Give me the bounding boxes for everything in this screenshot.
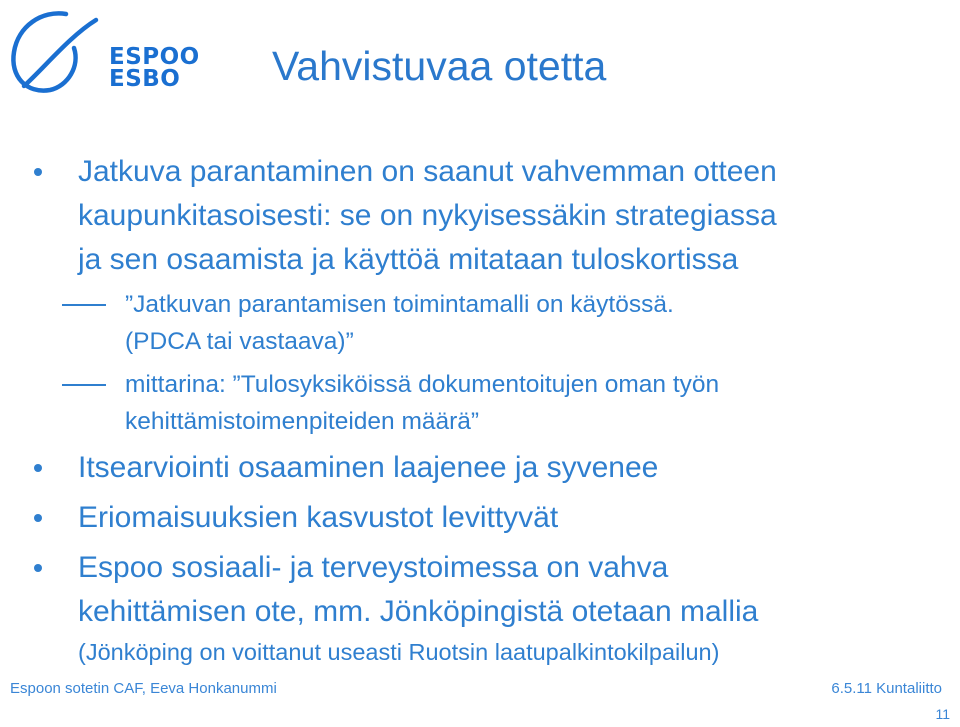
- bullet-item-1: [30, 150, 910, 282]
- espoo-logo: [4, 6, 204, 102]
- bullet-4-line-2: kehittämisen ote, mm. Jönköpingistä otetaan mallia: [78, 595, 759, 628]
- sub-item-2-line-1: mittarina: ”Tulosyksiköissä dokumentoitujen oman työn: [125, 371, 720, 398]
- slide-title: Vahvistuvaa otetta: [272, 43, 607, 89]
- bullet-item-4: [30, 546, 910, 670]
- dash-icon: [62, 384, 106, 386]
- bullet-2-text: Itsearviointi osaaminen laajenee ja syvenee: [78, 451, 659, 484]
- sub-item-1-line-1: ”Jatkuvan parantamisen toimintamalli on käytössä.: [125, 291, 674, 318]
- bullet-1-line-2: kaupunkitasoisesti: se on nykyisessäkin strategiassa: [78, 199, 777, 232]
- bullet-item-2: [30, 446, 910, 490]
- page-number: 11: [935, 706, 950, 722]
- sub-item-1-line-2: (PDCA tai vastaava)”: [125, 328, 354, 355]
- espoo-logo-swirl-icon: [4, 6, 104, 102]
- bullet-dot-icon: [34, 514, 42, 522]
- dash-icon: [62, 304, 106, 306]
- espoo-logo-text: [109, 46, 200, 90]
- sub-item-1: [30, 286, 910, 360]
- bullet-item-3: [30, 496, 910, 540]
- bullet-1-line-3: ja sen osaamista ja käyttöä mitataan tuloskortissa: [78, 243, 739, 276]
- bullet-1-line-1: Jatkuva parantaminen on saanut vahvemman otteen: [78, 155, 777, 188]
- footer-author: Espoon sotetin CAF, Eeva Honkanummi: [10, 680, 277, 697]
- bullet-4-line-1: Espoo sosiaali- ja terveystoimessa on vahva: [78, 551, 669, 584]
- sub-item-2-line-2: kehittämistoimenpiteiden määrä”: [125, 408, 480, 435]
- sub-item-2: [30, 366, 910, 440]
- bullet-dot-icon: [34, 168, 42, 176]
- bullet-dot-icon: [34, 564, 42, 572]
- logo-line-esbo: ESBO: [109, 66, 181, 92]
- logo-line-espoo: ESPOO: [109, 44, 200, 70]
- slide-content: [30, 150, 910, 670]
- footer-date-org: 6.5.11 Kuntaliitto: [831, 680, 942, 697]
- bullet-3-text: Eriomaisuuksien kasvustot levittyvät: [78, 501, 559, 534]
- bullet-4-note: (Jönköping on voittanut useasti Ruotsin laatupalkintokilpailun): [78, 639, 720, 665]
- bullet-dot-icon: [34, 464, 42, 472]
